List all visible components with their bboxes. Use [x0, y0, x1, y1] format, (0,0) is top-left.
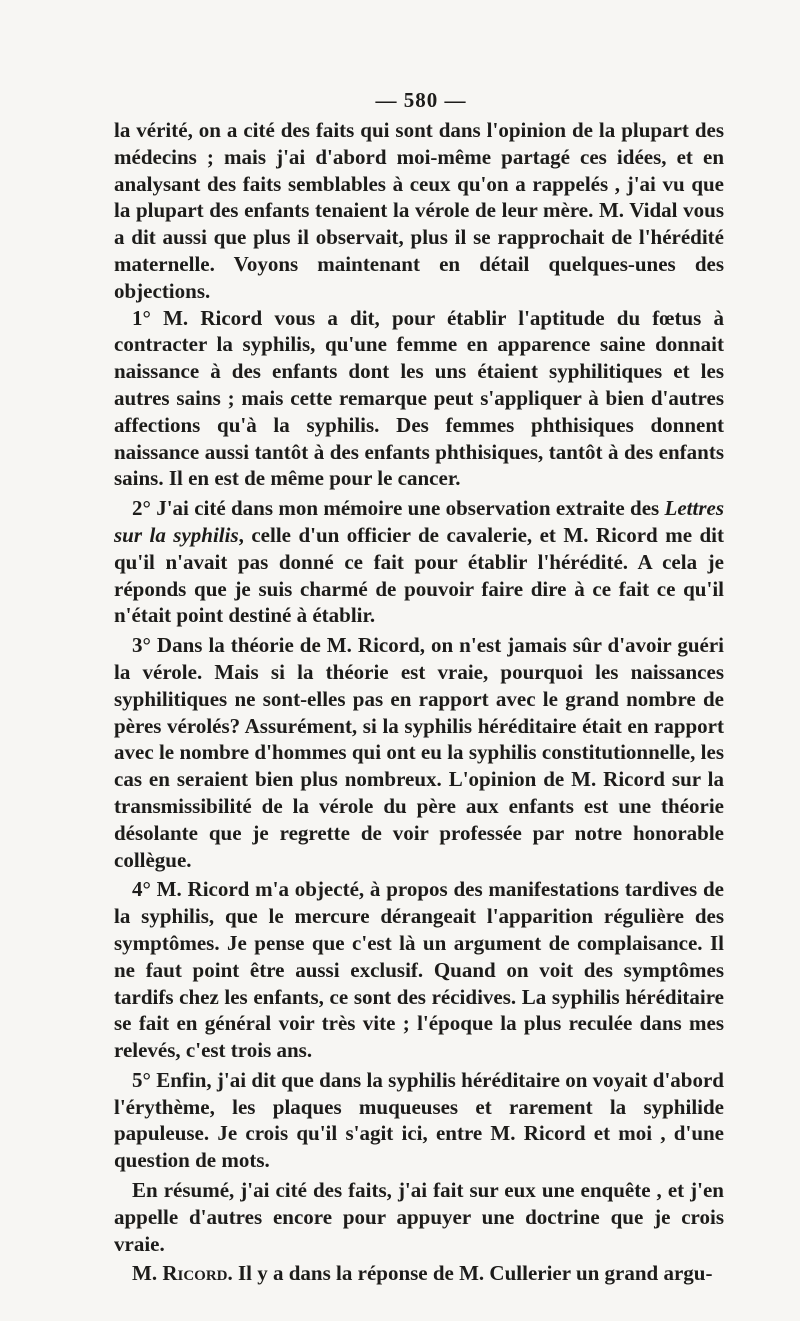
- paragraph-3: [114, 495, 724, 629]
- paragraph-8: [114, 1260, 724, 1287]
- page-number: — 580 —: [375, 88, 467, 112]
- paragraph-5: 4° M. Ricord m'a objecté, à propos des manifestations tardives de la syphilis, que le mercure dérangeait l'apparition régulière des symptômes. Je pense que c'est là un argument de complaisance. Il ne faut point être aussi exclusif. Quand on voit des symptômes tardifs chez les enfants, ce sont des récidives. La syphilis héréditaire se fait en général voir très vite ; l'époque la plus reculée dans mes relevés, c'est trois ans.: [114, 877, 724, 1063]
- paragraph-3-start: 2° J'ai cité dans mon mémoire une observation extraite des: [132, 496, 665, 521]
- book-title-italic: Lettres sur la syphilis: [114, 496, 724, 547]
- paragraph-4: 3° Dans la théorie de M. Ricord, on n'est jamais sûr d'avoir guéri la vérole. Mais si la théorie est vraie, pourquoi les naissances syphilitiques ne sont-elles pas en rapport avec le grand nombre de pères vérolés? Assurément, si la syphilis héréditaire était en rapport avec le nombre d'hommes qui ont eu la syphilis constitutionnelle, les cas en seraient bien plus nombreux. L'opinion de M. Ricord sur la transmissibilité de la vérole du père aux enfants est une théorie désolante que je regrette de voir professée par notre honorable collègue.: [114, 633, 724, 872]
- paragraph-7: En résumé, j'ai cité des faits, j'ai fait sur eux une enquête , et j'en appelle d'autres encore pour appuyer une doctrine que je crois vraie.: [114, 1178, 724, 1256]
- speaker-name: M. Ricord.: [132, 1261, 233, 1286]
- paragraph-1: la vérité, on a cité des faits qui sont dans l'opinion de la plupart des médecins ; mais j'ai d'abord moi-même partagé ces idées, et en analysant des faits semblables à ceux qu'on a rappelés , j'ai vu que la plupart des enfants tenaient la vérole de leur mère. M. Vidal vous a dit aussi que plus il observait, plus il se rapprochait de l'hérédité maternelle. Voyons maintenant en détail quelques-unes des objections.: [114, 118, 724, 303]
- paragraph-3-end: , celle d'un officier de cavalerie, et M. Ricord me dit qu'il n'avait pas donné ce fait pour établir l'hérédité. A cela je réponds que je suis charmé de pouvoir faire dire à ce fait ce qu'il n'était point destiné à établir.: [114, 522, 724, 628]
- speaker-text: Il y a dans la réponse de M. Cullerier un grand argu-: [232, 1261, 713, 1286]
- body-text: [114, 117, 724, 1287]
- paragraph-6: 5° Enfin, j'ai dit que dans la syphilis héréditaire on voyait d'abord l'érythème, les plaques muqueuses et rarement la syphilide papuleuse. Je crois qu'il s'agit ici, entre M. Ricord et moi , d'une question de mots.: [114, 1067, 724, 1173]
- paragraph-2: 1° M. Ricord vous a dit, pour établir l'aptitude du fœtus à contracter la syphilis, qu'une femme en apparence saine donnait naissance à des enfants dont les uns étaient syphilitiques et les autres sains ; mais cette remarque peut s'appliquer à bien d'autres affections qu'à la syphilis. Des femmes phthisiques donnent naissance aussi tantôt à des enfants phthisiques, tantôt à des enfants sains. Il en est de même pour le cancer.: [114, 305, 724, 491]
